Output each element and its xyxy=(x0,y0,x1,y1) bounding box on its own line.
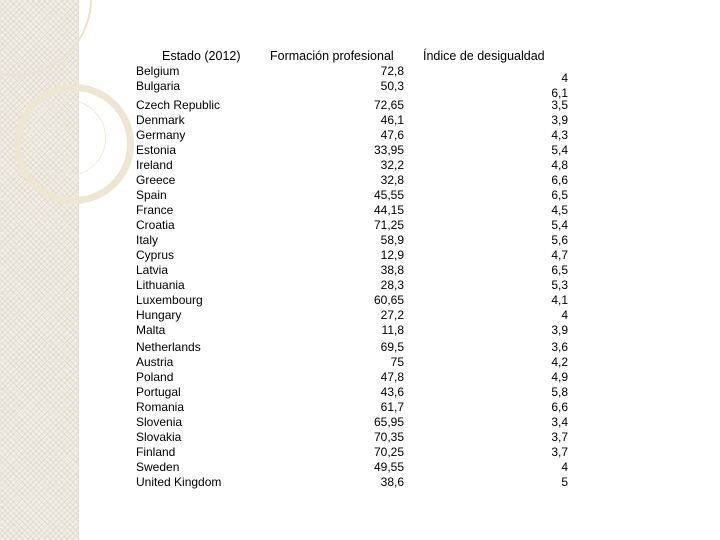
country-cell: Estonia xyxy=(136,143,177,157)
formacion-cell: 38,6 xyxy=(380,475,404,489)
indice-cell: 5,6 xyxy=(551,233,568,247)
country-cell: Bulgaria xyxy=(136,79,181,93)
country-cell: Ireland xyxy=(136,158,173,172)
formacion-cell: 33,95 xyxy=(373,143,404,157)
formacion-cell: 46,1 xyxy=(380,113,404,127)
country-cell: Luxembourg xyxy=(136,293,203,307)
indice-cell: 3,9 xyxy=(551,113,568,127)
country-cell: Cyprus xyxy=(136,248,175,262)
formacion-cell: 45,55 xyxy=(373,188,404,202)
country-cell: Portugal xyxy=(136,385,181,399)
country-cell: Lithuania xyxy=(136,278,185,292)
country-cell: France xyxy=(136,203,174,217)
indice-cell: 3,7 xyxy=(551,430,568,444)
indice-cell: 5,4 xyxy=(551,143,568,157)
indice-cell: 6,6 xyxy=(551,173,568,187)
indice-cell: 4 xyxy=(561,308,568,322)
formacion-cell: 49,55 xyxy=(373,460,404,474)
indice-cell: 4,8 xyxy=(551,158,568,172)
indice-cell: 4,1 xyxy=(551,293,568,307)
indice-cell: 6,6 xyxy=(551,400,568,414)
country-cell: Czech Republic xyxy=(136,98,221,112)
country-cell: Romania xyxy=(136,400,185,414)
formacion-cell: 61,7 xyxy=(380,400,404,414)
country-cell: Germany xyxy=(136,128,186,142)
formacion-cell: 43,6 xyxy=(380,385,404,399)
formacion-cell: 11,8 xyxy=(381,323,404,337)
country-cell: Denmark xyxy=(136,113,185,127)
formacion-cell: 72,65 xyxy=(373,98,404,112)
formacion-cell: 60,65 xyxy=(373,293,404,307)
country-cell: Austria xyxy=(136,355,174,369)
country-cell: Croatia xyxy=(136,218,175,232)
formacion-cell: 47,8 xyxy=(380,370,404,384)
indice-cell: 5,8 xyxy=(551,385,568,399)
indice-cell: 6,5 xyxy=(551,188,568,202)
formacion-cell: 72,8 xyxy=(380,64,404,78)
country-cell: Spain xyxy=(136,188,167,202)
indice-cell: 3,7 xyxy=(551,445,568,459)
formacion-cell: 28,3 xyxy=(380,278,404,292)
indice-cell: 4,3 xyxy=(551,128,568,142)
formacion-cell: 12,9 xyxy=(380,248,404,262)
formacion-cell: 47,6 xyxy=(380,128,404,142)
formacion-cell: 44,15 xyxy=(373,203,404,217)
formacion-cell: 70,25 xyxy=(373,445,404,459)
indice-cell: 4,2 xyxy=(551,355,568,369)
country-cell: Finland xyxy=(136,445,176,459)
country-cell: Poland xyxy=(136,370,174,384)
header-country: Estado (2012) xyxy=(162,49,241,63)
indice-cell: 6,5 xyxy=(551,263,568,277)
country-cell: Hungary xyxy=(136,308,182,322)
indice-cell: 3,9 xyxy=(551,323,568,337)
indice-cell: 4,7 xyxy=(551,248,568,262)
formacion-cell: 58,9 xyxy=(380,233,404,247)
formacion-cell: 75 xyxy=(390,355,404,369)
country-cell: Latvia xyxy=(136,263,169,277)
indice-cell: 6,1 xyxy=(551,86,568,100)
indice-cell: 3,5 xyxy=(551,98,568,112)
country-cell: Malta xyxy=(136,323,166,337)
header-indice: Índice de desigualdad xyxy=(423,49,545,63)
formacion-cell: 32,2 xyxy=(380,158,404,172)
indice-cell: 4 xyxy=(561,460,568,474)
formacion-cell: 70,35 xyxy=(373,430,404,444)
country-cell: Greece xyxy=(136,173,176,187)
indice-cell: 3,6 xyxy=(551,340,568,354)
formacion-cell: 27,2 xyxy=(380,308,404,322)
country-cell: Slovakia xyxy=(136,430,182,444)
formacion-cell: 65,95 xyxy=(373,415,404,429)
formacion-cell: 38,8 xyxy=(380,263,404,277)
indice-cell: 5,3 xyxy=(551,278,568,292)
country-cell: Italy xyxy=(136,233,159,247)
country-cell: Sweden xyxy=(136,460,180,474)
indice-cell: 4,9 xyxy=(551,370,568,384)
country-cell: Belgium xyxy=(136,64,180,78)
formacion-cell: 50,3 xyxy=(380,79,404,93)
formacion-cell: 32,8 xyxy=(380,173,404,187)
indice-cell: 4,5 xyxy=(551,203,568,217)
header-formacion: Formación profesional xyxy=(270,49,394,63)
country-cell: Netherlands xyxy=(136,340,201,354)
indice-cell: 4 xyxy=(561,71,568,85)
indice-cell: 5 xyxy=(561,475,568,489)
indice-cell: 5,4 xyxy=(551,218,568,232)
formacion-cell: 69,5 xyxy=(380,340,404,354)
country-cell: United Kingdom xyxy=(136,475,222,489)
formacion-cell: 71,25 xyxy=(373,218,404,232)
country-cell: Slovenia xyxy=(136,415,183,429)
indice-cell: 3,4 xyxy=(551,415,568,429)
